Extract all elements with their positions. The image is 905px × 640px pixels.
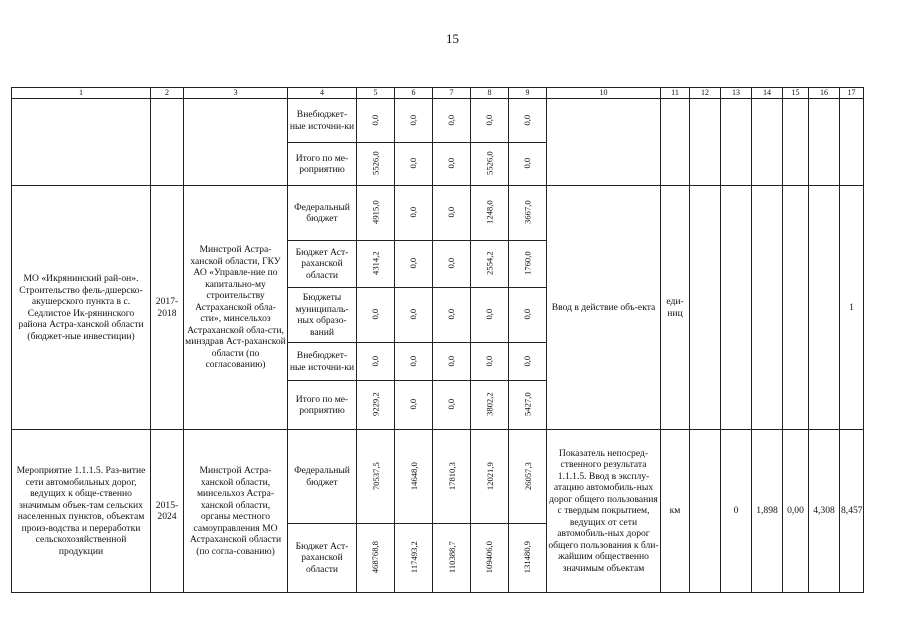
value-cell: 0,0 <box>433 288 471 343</box>
value-cell: 0,0 <box>471 288 509 343</box>
period-cell <box>151 99 184 186</box>
table-row <box>12 186 864 241</box>
value-col16: 4,308 <box>809 430 840 593</box>
value-cell: 0,0 <box>395 99 433 143</box>
executor-cell <box>184 99 288 186</box>
col-header: 2 <box>151 88 184 99</box>
value-cell: 0,0 <box>395 288 433 343</box>
value-cell: 0,0 <box>433 343 471 381</box>
value-cell: 0,0 <box>471 343 509 381</box>
value-cell: 0,0 <box>395 343 433 381</box>
value-col17: 8,457 <box>840 430 864 593</box>
measures-table <box>11 87 864 593</box>
col-header: 7 <box>433 88 471 99</box>
period-cell: 2015-2024 <box>151 430 184 593</box>
col-header: 11 <box>661 88 690 99</box>
measure-name-cell <box>12 99 151 186</box>
value-cell: 0,0 <box>509 99 547 143</box>
value-cell: 0,0 <box>433 186 471 241</box>
value-cell: 0,0 <box>357 343 395 381</box>
measure-name-cell: МО «Икрянинский рай-он». Строительство фель-дшерско-акушерского пункта в с. Седлистое Ик-рянинского района Астра-ханской области (бюджет-ные инвестиции) <box>12 186 151 430</box>
indicator-cell <box>547 99 661 186</box>
value-cell: 12021,9 <box>471 430 509 524</box>
value-cell: 0,0 <box>433 381 471 430</box>
period-cell: 2017-2018 <box>151 186 184 430</box>
value-cell: 0,0 <box>395 381 433 430</box>
funding-source: Внебюджет-ные источни-ки <box>288 343 357 381</box>
value-cell: 0,0 <box>509 288 547 343</box>
value-cell: 0,0 <box>395 241 433 288</box>
col-header: 5 <box>357 88 395 99</box>
value-cell: 3667,0 <box>509 186 547 241</box>
funding-source: Федеральный бюджет <box>288 186 357 241</box>
value-cell: 0,0 <box>433 143 471 186</box>
unit-cell: еди-ниц <box>661 186 690 430</box>
value-cell: 0,0 <box>433 241 471 288</box>
value-col12 <box>690 430 721 593</box>
col-header: 16 <box>809 88 840 99</box>
page-number: 15 <box>446 31 459 46</box>
value-cell: 4915,0 <box>357 186 395 241</box>
value-cell: 0,0 <box>357 99 395 143</box>
value-col14: 1,898 <box>752 430 783 593</box>
value-cell: 5526,0 <box>471 143 509 186</box>
col-header: 3 <box>184 88 288 99</box>
value-cell: 5526,0 <box>357 143 395 186</box>
value-cell: 0,0 <box>509 343 547 381</box>
value-cell: 1248,0 <box>471 186 509 241</box>
value-cell: 1760,0 <box>509 241 547 288</box>
value-cell: 0,0 <box>395 186 433 241</box>
value-cell: 3802,2 <box>471 381 509 430</box>
indicator-cell: Ввод в действие объ-екта <box>547 186 661 430</box>
value-cell: 2554,2 <box>471 241 509 288</box>
col-header: 17 <box>840 88 864 99</box>
table-row <box>12 430 864 524</box>
value-cell: 17810,3 <box>433 430 471 524</box>
value-cell: 14648,0 <box>395 430 433 524</box>
col-header: 9 <box>509 88 547 99</box>
measure-name-cell: Мероприятие 1.1.1.5. Раз-витие сети автомобильных дорог, ведущих к обще-ственно значимым объек-там сельских населенных пунктов, объектам произ-водства и переработки сельскохозяйственной продукции <box>12 430 151 593</box>
executor-cell: Минстрой Астра-ханской области, минсельхоз Астра-ханской области, органы местного самоуправления МО Астраханской области (по согла-сованию) <box>184 430 288 593</box>
value-col13: 0 <box>721 430 752 593</box>
target-value-cell: 1 <box>840 186 864 430</box>
executor-cell: Минстрой Астра-ханской области, ГКУ АО «Управле-ние по капитально-му строительству Астраханской обла-сти», минсельхоз Астраханской обла-сти, минздрав Аст-раханской области (по согласованию) <box>184 186 288 430</box>
col-header: 13 <box>721 88 752 99</box>
column-numbers-row <box>12 88 864 99</box>
col-header: 15 <box>783 88 809 99</box>
indicator-cell: Показатель непосред-ственного результата 1.1.1.5. Ввод в эксплу-атацию автомобиль-ных дорог общего пользования с твердым покрытием, ведущих от сети автомобиль-ных дорог общего пользования к бли-жайшим общественно значимым объектам <box>547 430 661 593</box>
value-cell: 117493,2 <box>395 524 433 593</box>
table-row <box>12 99 864 143</box>
value-col15: 0,00 <box>783 430 809 593</box>
value-cell: 109406,0 <box>471 524 509 593</box>
value-cell: 0,0 <box>433 99 471 143</box>
unit-cell <box>661 99 690 186</box>
value-cell: 0,0 <box>471 99 509 143</box>
col-header: 1 <box>12 88 151 99</box>
col-header: 4 <box>288 88 357 99</box>
funding-source: Внебюджет-ные источни-ки <box>288 99 357 143</box>
value-cell: 26057,3 <box>509 430 547 524</box>
funding-source: Итого по ме-роприятию <box>288 143 357 186</box>
col-header: 12 <box>690 88 721 99</box>
value-cell: 70537,5 <box>357 430 395 524</box>
col-header: 10 <box>547 88 661 99</box>
funding-source: Бюджеты муниципаль-ных образо-ваний <box>288 288 357 343</box>
value-cell: 0,0 <box>395 143 433 186</box>
value-cell: 468768,8 <box>357 524 395 593</box>
col-header: 8 <box>471 88 509 99</box>
funding-source: Бюджет Аст-раханской области <box>288 241 357 288</box>
funding-source: Федеральный бюджет <box>288 430 357 524</box>
value-cell: 110388,7 <box>433 524 471 593</box>
unit-cell: км <box>661 430 690 593</box>
funding-source: Итого по ме-роприятию <box>288 381 357 430</box>
col-header: 6 <box>395 88 433 99</box>
funding-source: Бюджет Аст-раханской области <box>288 524 357 593</box>
value-cell: 4314,2 <box>357 241 395 288</box>
value-cell: 0,0 <box>509 143 547 186</box>
value-cell: 5427,0 <box>509 381 547 430</box>
col-header: 14 <box>752 88 783 99</box>
value-cell: 9229,2 <box>357 381 395 430</box>
value-cell: 0,0 <box>357 288 395 343</box>
value-cell: 131480,9 <box>509 524 547 593</box>
